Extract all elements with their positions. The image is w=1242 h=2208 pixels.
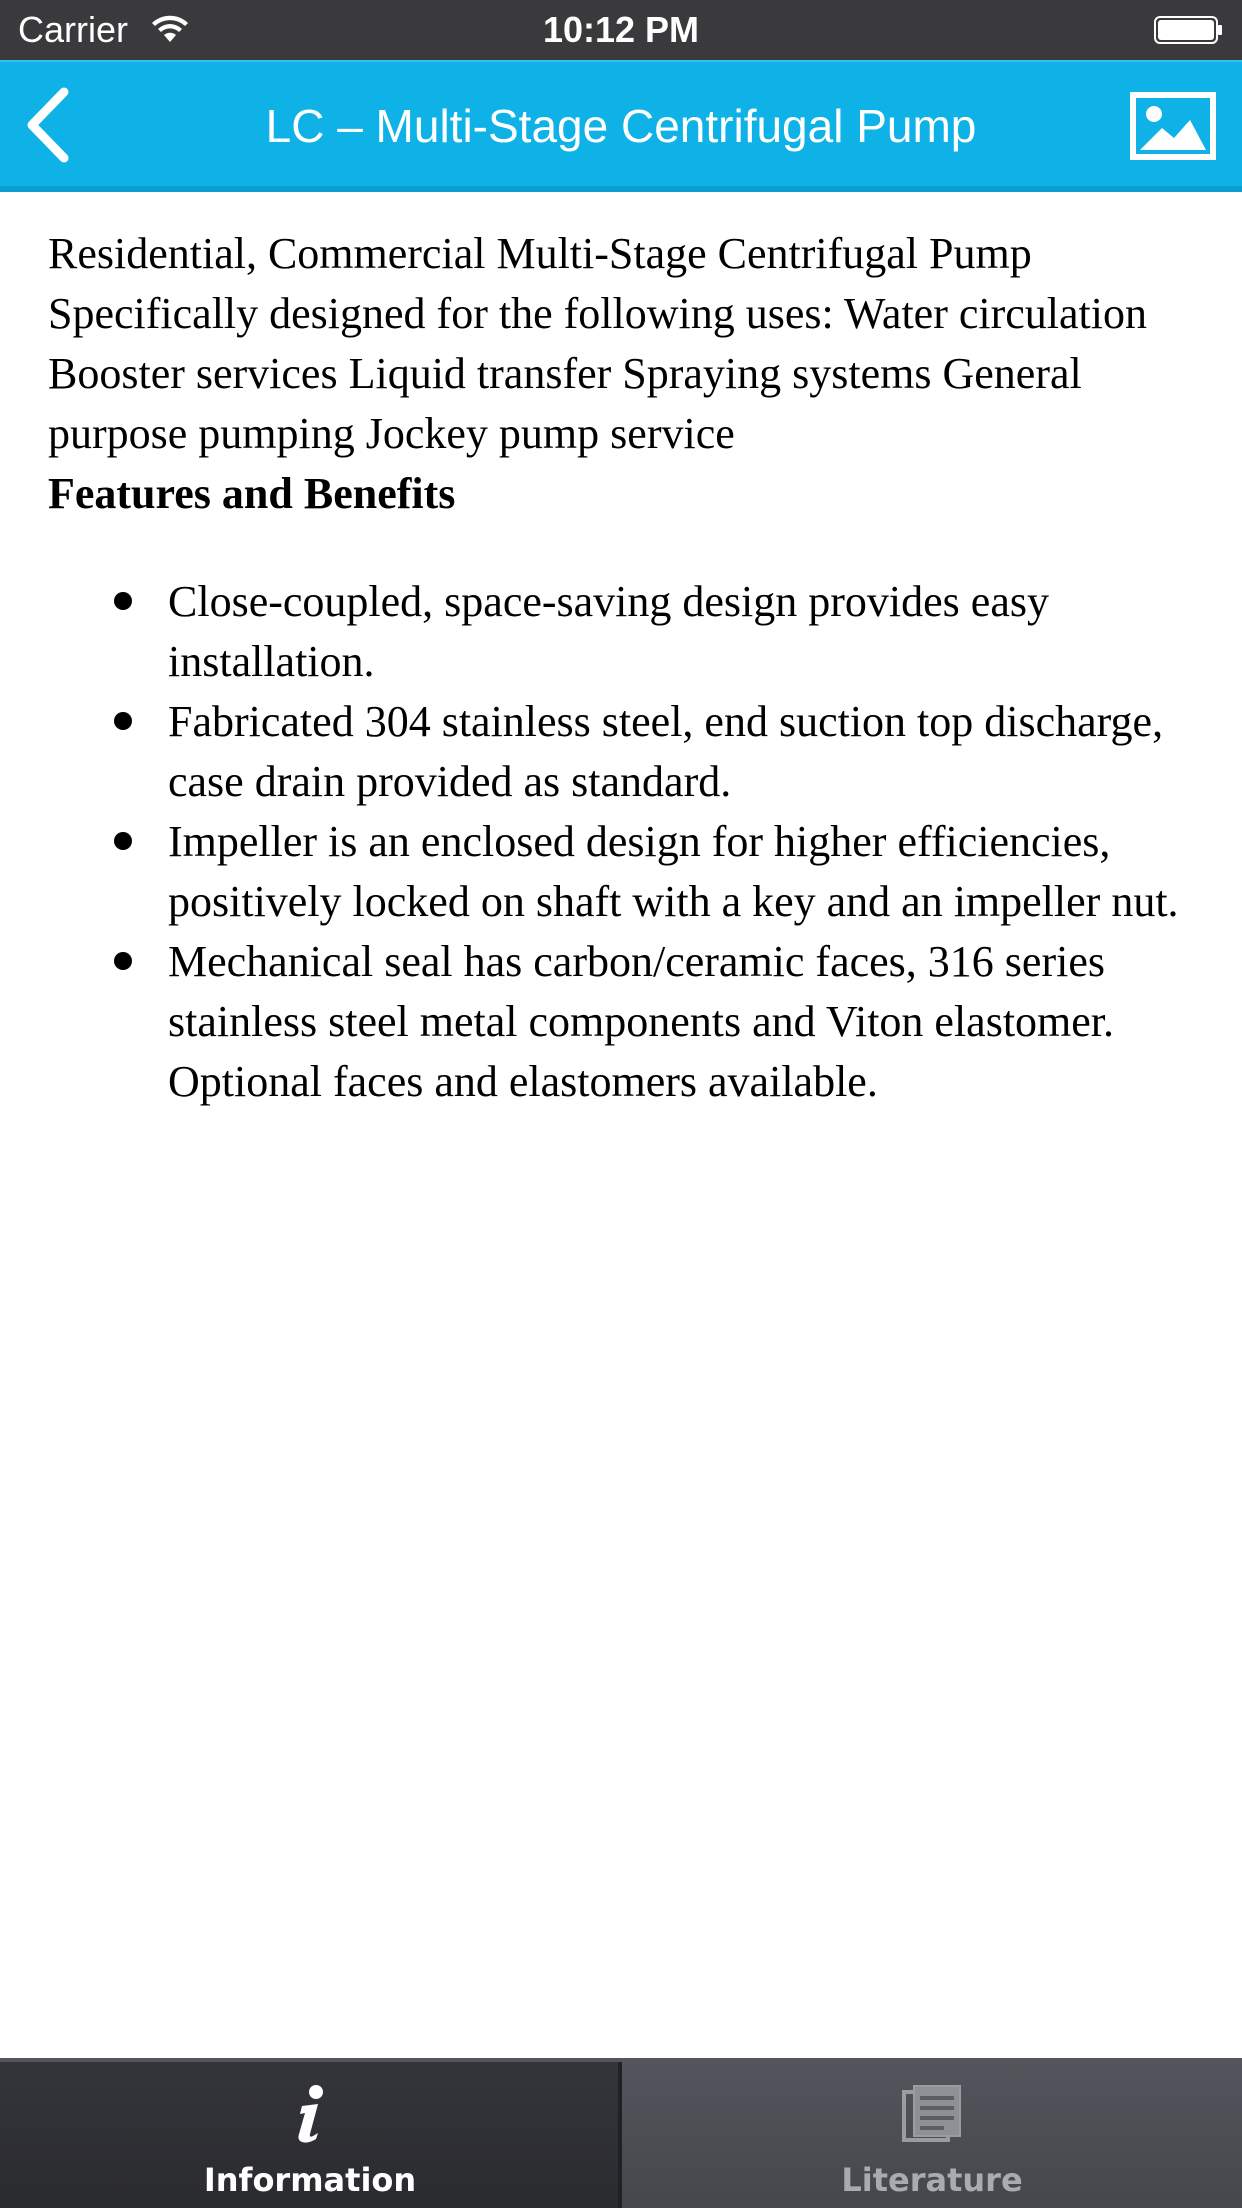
feature-text: Close-coupled, space-saving design provides easy installation.: [168, 577, 1049, 686]
list-item: [168, 692, 1208, 812]
list-item: [168, 812, 1208, 932]
tab-information[interactable]: [0, 2062, 620, 2208]
battery-icon: [1154, 16, 1224, 44]
navigation-bar: [0, 60, 1242, 192]
image-button[interactable]: [1130, 92, 1216, 160]
status-time: 10:12 PM: [542, 9, 700, 50]
page-title: LC – Multi-Stage Centrifugal Pump: [265, 100, 977, 152]
feature-text: Fabricated 304 stainless steel, end suction top discharge, case drain provided as standard.: [168, 697, 1164, 806]
list-item: [168, 932, 1208, 1112]
tab-label: Literature: [841, 2161, 1023, 2199]
documents-icon: [622, 2082, 1242, 2146]
bullet-icon: [114, 832, 132, 850]
bullet-icon: [114, 592, 132, 610]
tab-bar: [0, 2058, 1242, 2208]
chevron-left-icon: [14, 80, 94, 170]
image-icon: [1130, 92, 1216, 160]
tab-literature[interactable]: [622, 2062, 1242, 2208]
feature-text: Impeller is an enclosed design for higher efficiencies, positively locked on shaft with a key and an impeller nut.: [168, 817, 1179, 926]
back-button[interactable]: [14, 80, 94, 170]
bullet-icon: [114, 952, 132, 970]
intro-text: Residential, Commercial Multi-Stage Centrifugal Pump Specifically designed for the following uses: Water circulation Booster services Liquid transfer Spraying systems General purpose pumping Jockey pump service: [48, 229, 1147, 458]
info-icon: [0, 2082, 620, 2146]
tab-label: Information: [203, 2161, 417, 2199]
carrier-label: Carrier: [18, 9, 129, 50]
product-description: [48, 224, 1208, 1112]
bullet-icon: [114, 712, 132, 730]
feature-list: [48, 572, 1208, 1112]
status-bar: [0, 0, 1242, 60]
features-heading: Features and Benefits: [48, 469, 456, 518]
feature-text: Mechanical seal has carbon/ceramic faces, 316 series stainless steel metal components and Viton elastomer. Optional faces and elastomers available.: [168, 937, 1115, 1106]
list-item: [168, 572, 1208, 692]
